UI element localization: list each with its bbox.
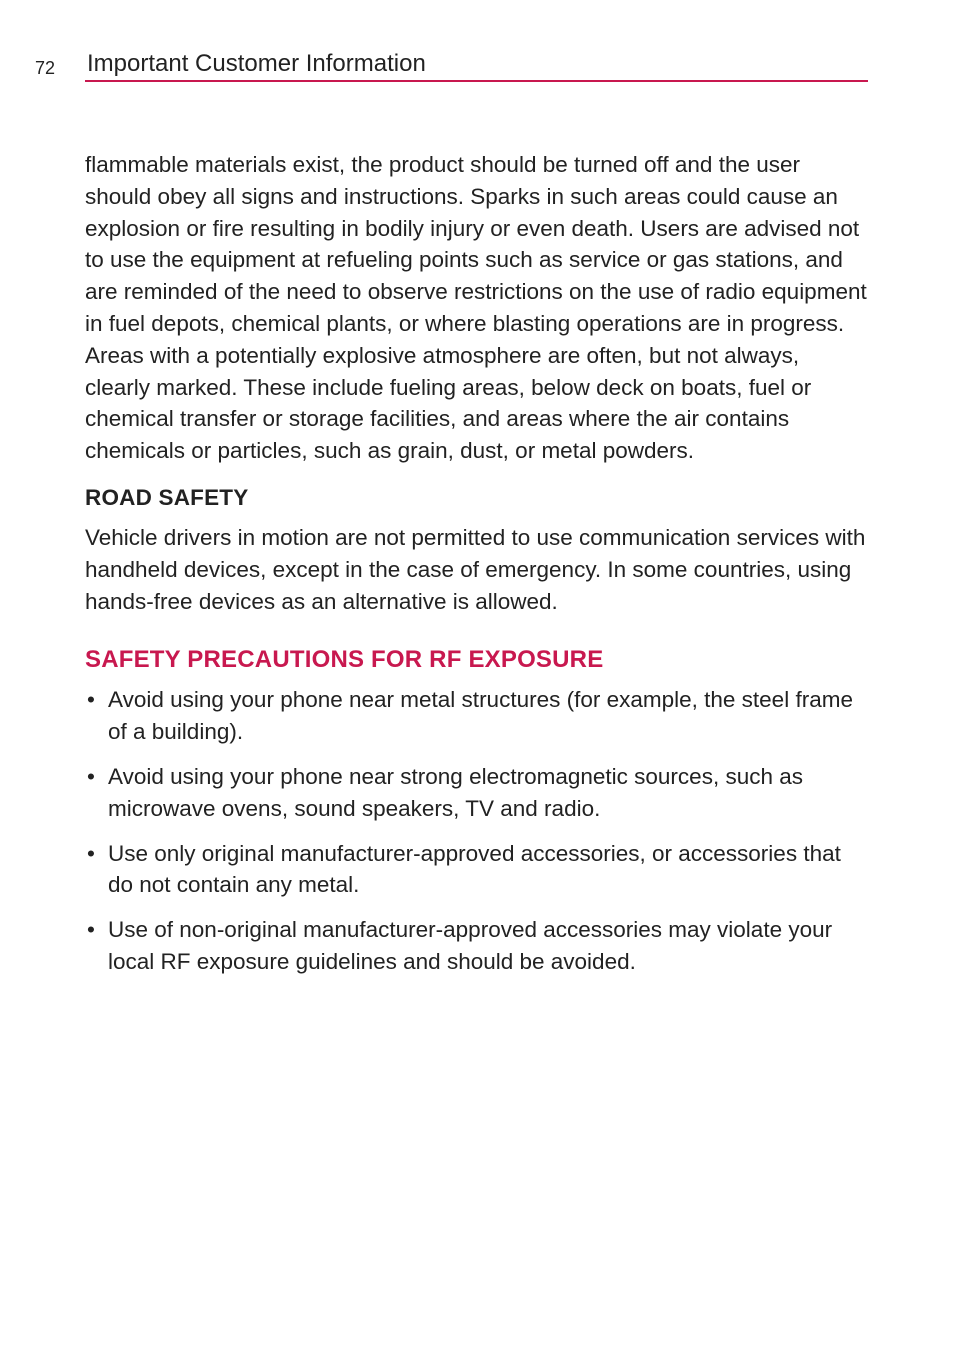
intro-paragraph: flammable materials exist, the product should be turned off and the user should obey all signs and instructions. Sparks in such areas could cause an explosion or fire resulting in bodily injury or even death. Users are advised not to use the equipment at refueling points such as service or gas stations, and are reminded of the need to observe restrictions on the use of radio equipment in fuel depots, chemical plants, or where blasting operations are in progress. Areas with a potentially explosive atmosphere are often, but not always, clearly marked. These include fueling areas, below deck on boats, fuel or chemical transfer or storage facilities, and areas where the air contains chemicals or particles, such as grain, dust, or metal powders. [85,152,867,464]
bullet-icon: • [87,763,95,789]
list-item-text: Avoid using your phone near strong electromagnetic sources, such as microwave ovens, sound speakers, TV and radio. [108,763,803,821]
page-content [85,149,869,991]
header-divider [85,80,868,82]
list-item [85,914,869,978]
bullet-icon: • [87,840,95,866]
page-header [0,0,954,90]
list-item [85,761,869,825]
bullet-icon: • [87,917,95,943]
rf-exposure-list [85,684,869,977]
page-number: 72 [35,58,56,78]
rf-exposure-heading: SAFETY PRECAUTIONS FOR RF EXPOSURE [85,646,604,674]
list-item-text: Use only original manufacturer-approved accessories, or accessories that do not contain any metal. [108,840,841,898]
section-title: Important Customer Information [87,50,426,77]
list-item-text: Avoid using your phone near metal structures (for example, the steel frame of a building). [108,687,853,745]
list-item [85,838,869,902]
bullet-icon: • [87,687,95,713]
list-item-text: Use of non-original manufacturer-approved accessories may violate your local RF exposure guidelines and should be avoided. [108,917,833,974]
list-item [85,684,869,748]
road-safety-paragraph: Vehicle drivers in motion are not permitted to use communication services with handheld devices, except in the case of emergency. In some countries, using hands-free devices as an alternative is allowed. [85,524,866,614]
road-safety-heading: ROAD SAFETY [85,484,249,510]
